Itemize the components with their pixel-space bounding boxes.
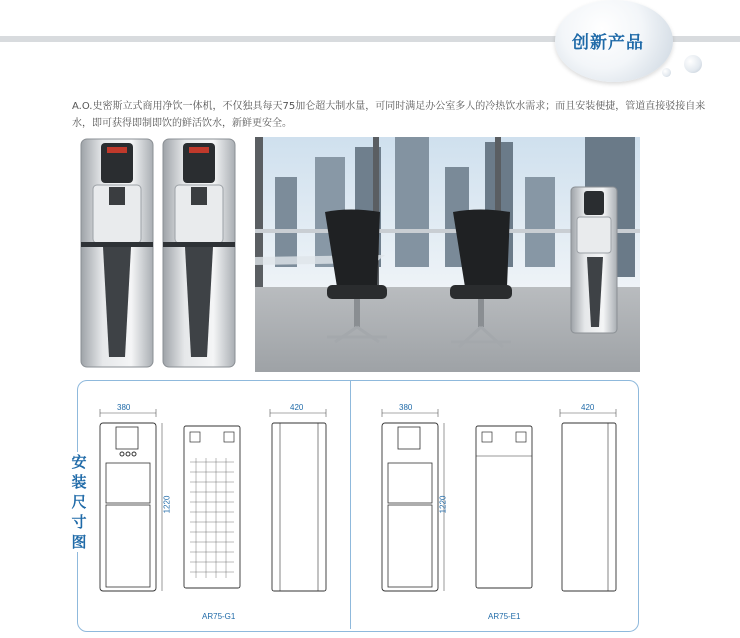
model-label-e1: AR75-E1 xyxy=(488,612,521,621)
drawing-g1-side xyxy=(262,405,334,595)
label-char: 图 xyxy=(71,533,87,551)
dim-depth-e1: 420 xyxy=(581,403,595,412)
label-char: 尺 xyxy=(71,493,87,511)
label-char: 寸 xyxy=(71,513,87,531)
decor-bubble-large xyxy=(684,55,702,73)
page-title: 创新产品 xyxy=(572,33,644,53)
drawing-e1-back xyxy=(472,422,538,592)
label-char: 安 xyxy=(71,453,87,471)
dim-width-g1: 380 xyxy=(117,403,131,412)
frame-divider xyxy=(350,381,351,629)
model-label-g1: AR75-G1 xyxy=(202,612,236,621)
intro-paragraph: A.O.史密斯立式商用净饮一体机，不仅独具每天75加仑超大制水量，可同时满足办公室多人的冷热饮水需求；而且安装便捷，管道直接驳接自来水，即可获得即制即饮的鲜活饮水，新鲜更安全。 xyxy=(72,101,706,129)
drawing-e1-side xyxy=(552,405,624,595)
decor-bubble-small xyxy=(662,68,671,77)
office-scene-photo xyxy=(255,137,640,372)
dim-depth-g1: 420 xyxy=(290,403,304,412)
drawing-g1-front xyxy=(92,405,172,595)
dim-height-g1: 1220 xyxy=(162,495,172,514)
product-photo-right xyxy=(161,137,239,373)
product-photo-left xyxy=(79,137,157,373)
label-char: 装 xyxy=(71,473,87,491)
dim-height-e1: 1220 xyxy=(438,495,448,514)
drawing-g1-back xyxy=(180,422,246,592)
install-section-label xyxy=(64,452,94,552)
dim-width-e1: 380 xyxy=(399,403,413,412)
